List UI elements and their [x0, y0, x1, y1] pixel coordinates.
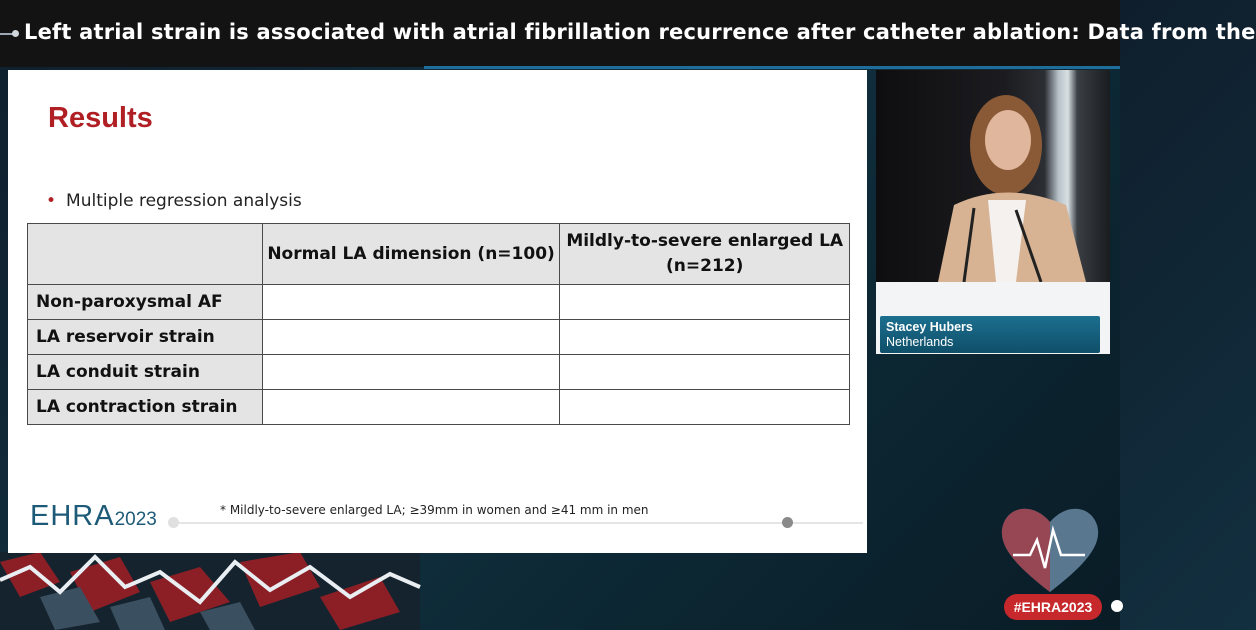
- table-row: [28, 320, 850, 355]
- row-label: LA conduit strain: [28, 355, 263, 390]
- table-cell: [262, 355, 560, 390]
- logo-text: EHRA: [30, 500, 115, 532]
- slide-heading: Results: [48, 102, 153, 134]
- table-cell: [560, 285, 850, 320]
- decorative-pattern: [0, 552, 420, 630]
- table-row: [28, 390, 850, 425]
- ehra-logo: [30, 500, 157, 533]
- row-label: LA contraction strain: [28, 390, 263, 425]
- table-cell: [560, 320, 850, 355]
- speaker-country: Netherlands: [886, 335, 954, 349]
- speaker-name-tag: [880, 316, 1100, 353]
- table-header-cell: Mildly-to-severe enlarged LA (n=212): [560, 224, 850, 285]
- slide-divider: [173, 522, 863, 524]
- divider-dot-icon: [168, 517, 179, 528]
- bullet-icon: •: [46, 191, 57, 211]
- table-row: [28, 355, 850, 390]
- row-label: LA reservoir strain: [28, 320, 263, 355]
- table-cell: [262, 390, 560, 425]
- presentation-slide: [8, 70, 867, 553]
- table-cell: [262, 320, 560, 355]
- bullet-item: [46, 191, 302, 211]
- table-cell: [560, 390, 850, 425]
- event-hashtag: #EHRA2023: [1004, 594, 1102, 620]
- speaker-video: [876, 70, 1110, 282]
- table-header-cell: [28, 224, 263, 285]
- table-cell: [560, 355, 850, 390]
- heart-logo-icon: [995, 500, 1105, 596]
- speaker-name: Stacey Hubers: [886, 320, 973, 334]
- scrubber-handle-icon[interactable]: [1111, 600, 1123, 612]
- table-row: [28, 285, 850, 320]
- row-label: Non-paroxysmal AF: [28, 285, 263, 320]
- table-cell: [262, 285, 560, 320]
- title-bar: [0, 0, 1256, 67]
- speaker-figure: [876, 70, 1110, 282]
- slide-footnote: * Mildly-to-severe enlarged LA; ≥39mm in women and ≥41 mm in men: [220, 503, 649, 517]
- bullet-text: Multiple regression analysis: [66, 191, 302, 211]
- regression-table: [27, 223, 850, 425]
- video-title: Left atrial strain is associated with atrial fibrillation recurrence after catheter ablation: Data from the: [24, 20, 1256, 44]
- progress-bar: [424, 66, 1120, 69]
- logo-year: 2023: [114, 509, 157, 530]
- table-header-cell: Normal LA dimension (n=100): [262, 224, 560, 285]
- divider-dot-icon: [782, 517, 793, 528]
- progress-handle-icon[interactable]: [12, 30, 19, 37]
- table-header-row: [28, 224, 850, 285]
